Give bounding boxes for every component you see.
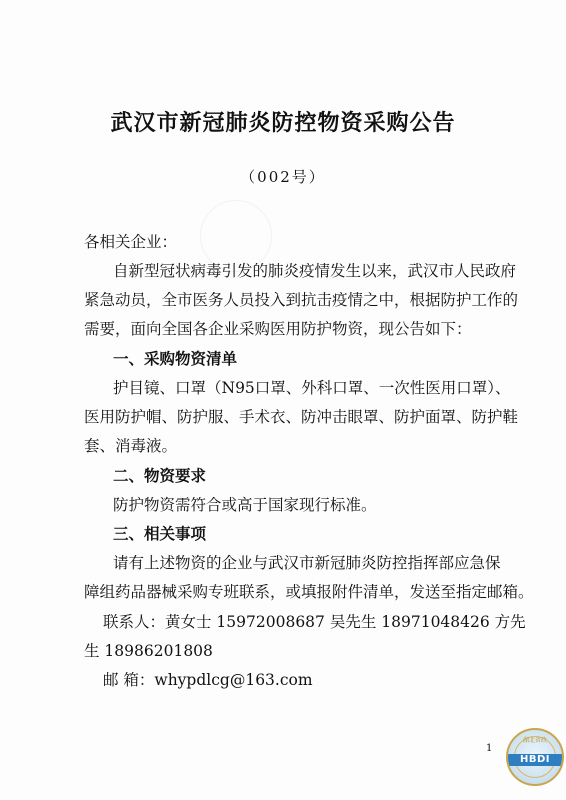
section-heading: 三、相关事项 xyxy=(113,525,207,543)
intro-line: 需要，面向全国各企业采购医用防护物资，现公告如下： xyxy=(84,320,472,338)
document-number: （002号） xyxy=(240,168,326,186)
watermark-logo xyxy=(506,728,564,786)
intro-line: 紧急动员，全市医务人员投入到抗击疫情之中，根据防护工作的 xyxy=(84,291,519,309)
seal-text: HBDI xyxy=(519,754,550,765)
contact-line: 联系人：黄女士 15972008687 吴先生 18971048426 方先 xyxy=(103,613,526,631)
salutation: 各相关企业： xyxy=(84,233,178,251)
section-line: 套、消毒液。 xyxy=(84,437,178,455)
section-line: 医用防护帽、防护服、手术衣、防冲击眼罩、防护面罩、防护鞋 xyxy=(84,408,519,426)
section-heading: 二、物资要求 xyxy=(113,467,207,485)
contact-line: 生 18986201808 xyxy=(84,642,213,660)
section-line: 护目镜、口罩（N95口罩、外科口罩、一次性医用口罩）、 xyxy=(113,379,511,397)
email-line: 邮 箱：whypdlcg@163.com xyxy=(103,671,313,689)
section-heading: 一、采购物资清单 xyxy=(113,350,238,368)
seal-top-text: 湖北省政 xyxy=(522,737,547,744)
section-line: 防护物资需符合或高于国家现行标准。 xyxy=(113,496,377,514)
page-number: 1 xyxy=(486,743,493,754)
section-line: 请有上述物资的企业与武汉市新冠肺炎防控指挥部应急保 xyxy=(113,554,501,572)
section-line: 障组药品器械采购专班联系，或填报附件清单，发送至指定邮箱。 xyxy=(84,583,534,601)
document-title: 武汉市新冠肺炎防控物资采购公告 xyxy=(110,110,456,136)
intro-line: 自新型冠状病毒引发的肺炎疫情发生以来，武汉市人民政府 xyxy=(113,262,517,280)
